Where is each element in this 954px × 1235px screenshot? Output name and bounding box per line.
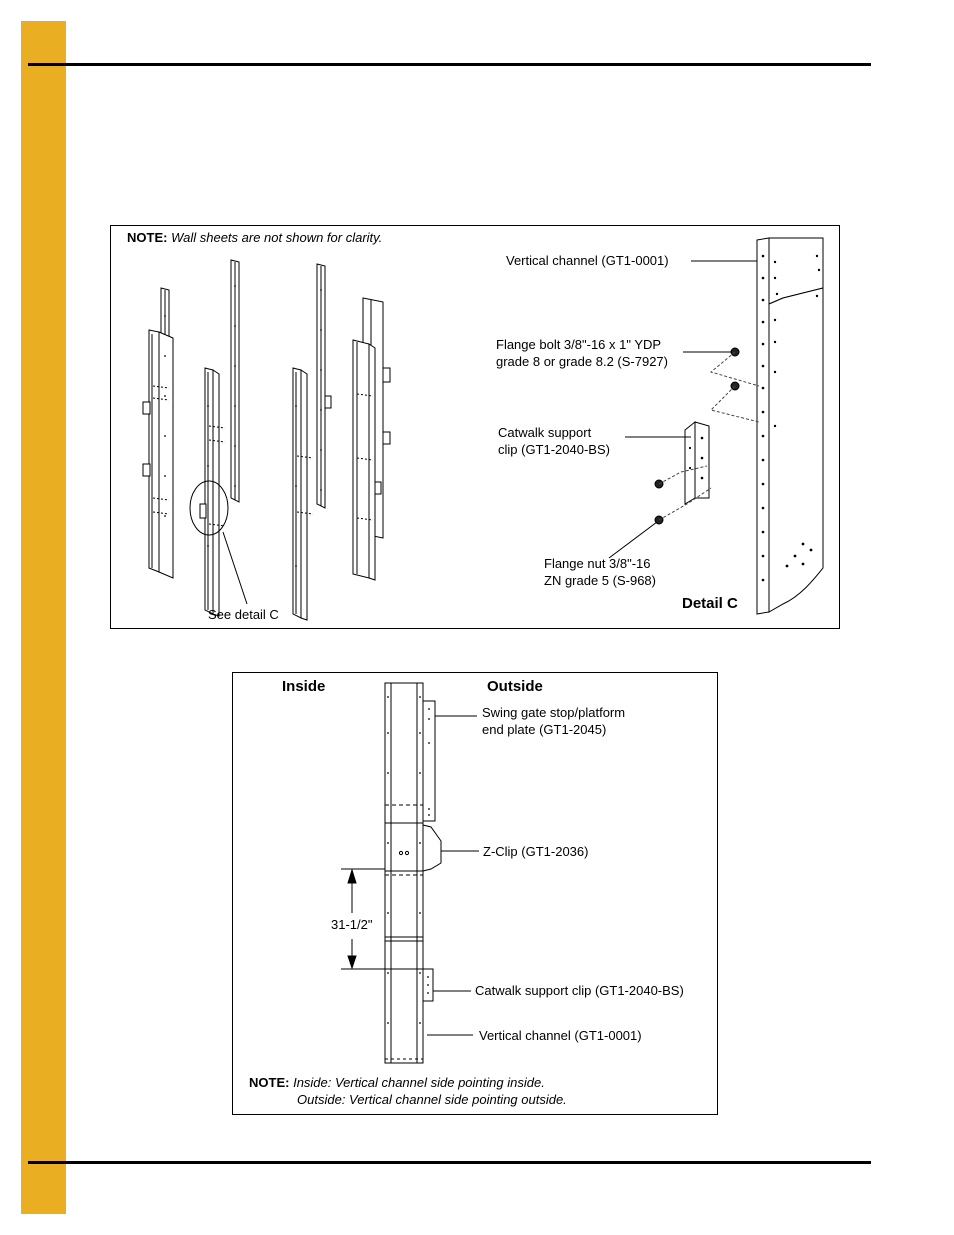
callout-flange-bolt-line-2: grade 8 or grade 8.2 (S-7927): [496, 354, 668, 369]
figure-note: [249, 1074, 545, 1091]
footer-rule: [28, 1161, 871, 1164]
header-rule: [28, 63, 871, 66]
callout-vertical-channel: Vertical channel (GT1-0001): [506, 253, 669, 268]
callout-swing-gate-line-1: Swing gate stop/platform: [482, 705, 626, 720]
note-label: NOTE:: [127, 230, 168, 245]
catwalk-assembly-figure: [110, 225, 840, 629]
channel-orientation-drawing: [233, 673, 717, 1114]
callout-vertical-channel: Vertical channel (GT1-0001): [479, 1028, 642, 1043]
callout-flange-bolt-line-1: Flange bolt 3/8"-16 x 1" YDP: [496, 337, 662, 352]
side-tab: [21, 21, 66, 1214]
figure-note: [127, 229, 382, 246]
detail-c-leader: [223, 532, 247, 604]
see-detail-label: See detail C: [208, 607, 279, 622]
inside-label: Inside: [282, 678, 326, 695]
assembly-drawing: [111, 226, 839, 628]
callout-flange-nut-line-2: ZN grade 5 (S-968): [544, 573, 656, 588]
callout-swing-gate-line-2: end plate (GT1-2045): [482, 722, 607, 737]
outside-label: Outside: [487, 678, 543, 695]
callout-z-clip: Z-Clip (GT1-2036): [483, 844, 589, 859]
note-line-1: Inside: Vertical channel side pointing inside.: [293, 1075, 545, 1090]
vertical-channel-drawing: [143, 288, 173, 578]
callout-catwalk-clip: Catwalk support clip (GT1-2040-BS): [475, 983, 684, 998]
channel-orientation-figure: [232, 672, 718, 1115]
callout-catwalk-clip-line-1: Catwalk support: [498, 425, 592, 440]
detail-title: Detail C: [682, 595, 738, 612]
note-label: NOTE:: [249, 1075, 290, 1090]
callout-catwalk-clip-line-2: clip (GT1-2040-BS): [498, 442, 610, 457]
vertical-channel-drawing: [353, 298, 390, 580]
vertical-channel-elevation: [385, 683, 441, 1063]
vertical-channel-drawing: [293, 264, 331, 620]
callout-flange-nut-line-1: Flange nut 3/8"-16: [544, 556, 651, 571]
note-text: Wall sheets are not shown for clarity.: [171, 230, 383, 245]
dimension-label: 31-1/2": [331, 917, 373, 932]
note-line-2: Outside: Vertical channel side pointing outside.: [297, 1092, 567, 1107]
